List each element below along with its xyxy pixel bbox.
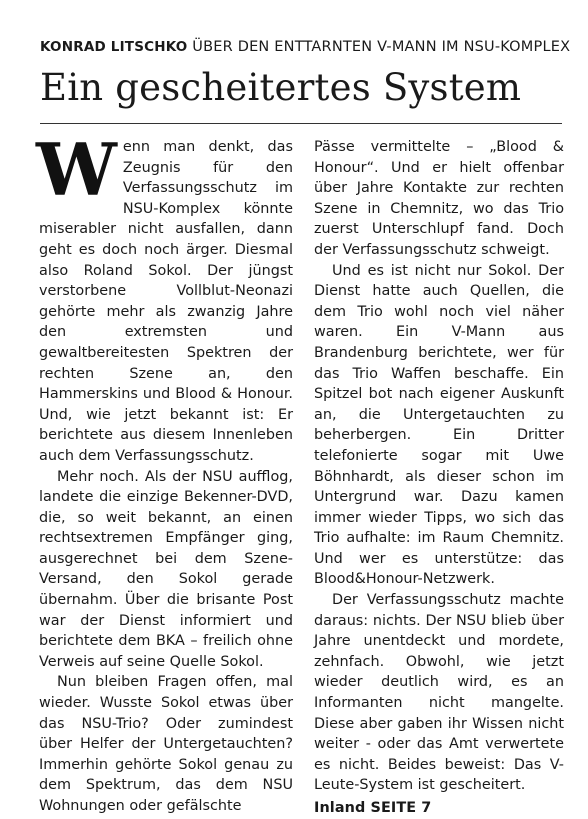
headline: Ein gescheitertes System bbox=[40, 66, 522, 109]
paragraph-continued: Pässe vermittelte – „Blood & Honour“. Und er hielt offenbar über Jahre Kontakte zur rechten Szene in Chemnitz, wo das Trio zuerst Unterschlupf fand. Doch der Verfassungsschutz schweigt. bbox=[314, 139, 564, 258]
author-name: KONRAD LITSCHKO bbox=[40, 39, 188, 55]
paragraph: Mehr noch. Als der NSU aufflog, landete die einzige Bekenner-DVD, die, so weit bekannt, an einen rechtsextremen Empfänger ging, ausgerechnet bei dem Szene-Versand, den Sokol gerade übernahm. Über die brisante Post war der Dienst informiert und berichtete dem BKA – freilich ohne Verweis auf seine Quelle Sokol. bbox=[39, 468, 293, 670]
paragraph: Und es ist nicht nur Sokol. Der Dienst hatte auch Quellen, die dem Trio wohl noch viel näher waren. Ein V-Mann aus Brandenburg berichtete, wer für das Trio Waffen beschaffe. Ein Spitzel bot nach eigener Auskunft an, die Untergetauchten zu beherbergen. Ein Dritter telefonierte sogar mit Uwe Böhnhardt, als dieser schon im Untergrund war. Dazu kamen immer wieder Tipps, wo sich das Trio aufhalte: im Raum Chemnitz. Und wer es unterstütze: das Blood&Honour-Netzwerk. bbox=[314, 262, 564, 588]
paragraph-text: enn man denkt, das Zeugnis für den Verfassungsschutz im NSU-Komplex könnte miserabler nicht ausfallen, dann geht es doch noch ärger. Diesmal also Roland Sokol. Der jüngst verstorbene Vollblut-Neonazi gehörte mehr als zwanzig Jahre den extremsten und gewaltbereitesten Spektren der rechten Szene an, den Hammerskins und Blood & Honour. Und, wie jetzt bekannt ist: Er berichtete aus diesem Innenleben auch dem Verfassungsschutz. bbox=[39, 139, 293, 464]
article-column-left bbox=[36, 127, 293, 817]
paragraph bbox=[36, 127, 293, 467]
paragraph: Der Verfassungsschutz machte daraus: nichts. Der NSU blieb über Jahre unentdeckt und mordete, zehnfach. Obwohl, wie jetzt wieder deutlich wird, es an Informanten nicht mangelte. Diese aber gaben ihr Wissen nicht weiter - oder das Amt verwertete es nicht. Beides beweist: Das V-Leute-System ist gescheitert. bbox=[314, 592, 564, 794]
article-column-right bbox=[314, 137, 564, 819]
kicker-topic: ÜBER DEN ENTTARNTEN V-MANN IM NSU-KOMPLEX bbox=[192, 39, 571, 55]
page-reference: Inland SEITE 7 bbox=[314, 800, 432, 816]
paragraph: Nun bleiben Fragen offen, mal wieder. Wusste Sokol etwas über das NSU-Trio? Oder zumindest über Helfer der Untergetauchten? Immerhin gehörte Sokol genau zu dem Spektrum, das dem NSU Wohnungen oder gefälschte bbox=[39, 674, 293, 814]
kicker bbox=[40, 39, 571, 55]
headline-divider bbox=[40, 123, 562, 124]
drop-cap: W bbox=[36, 127, 117, 212]
